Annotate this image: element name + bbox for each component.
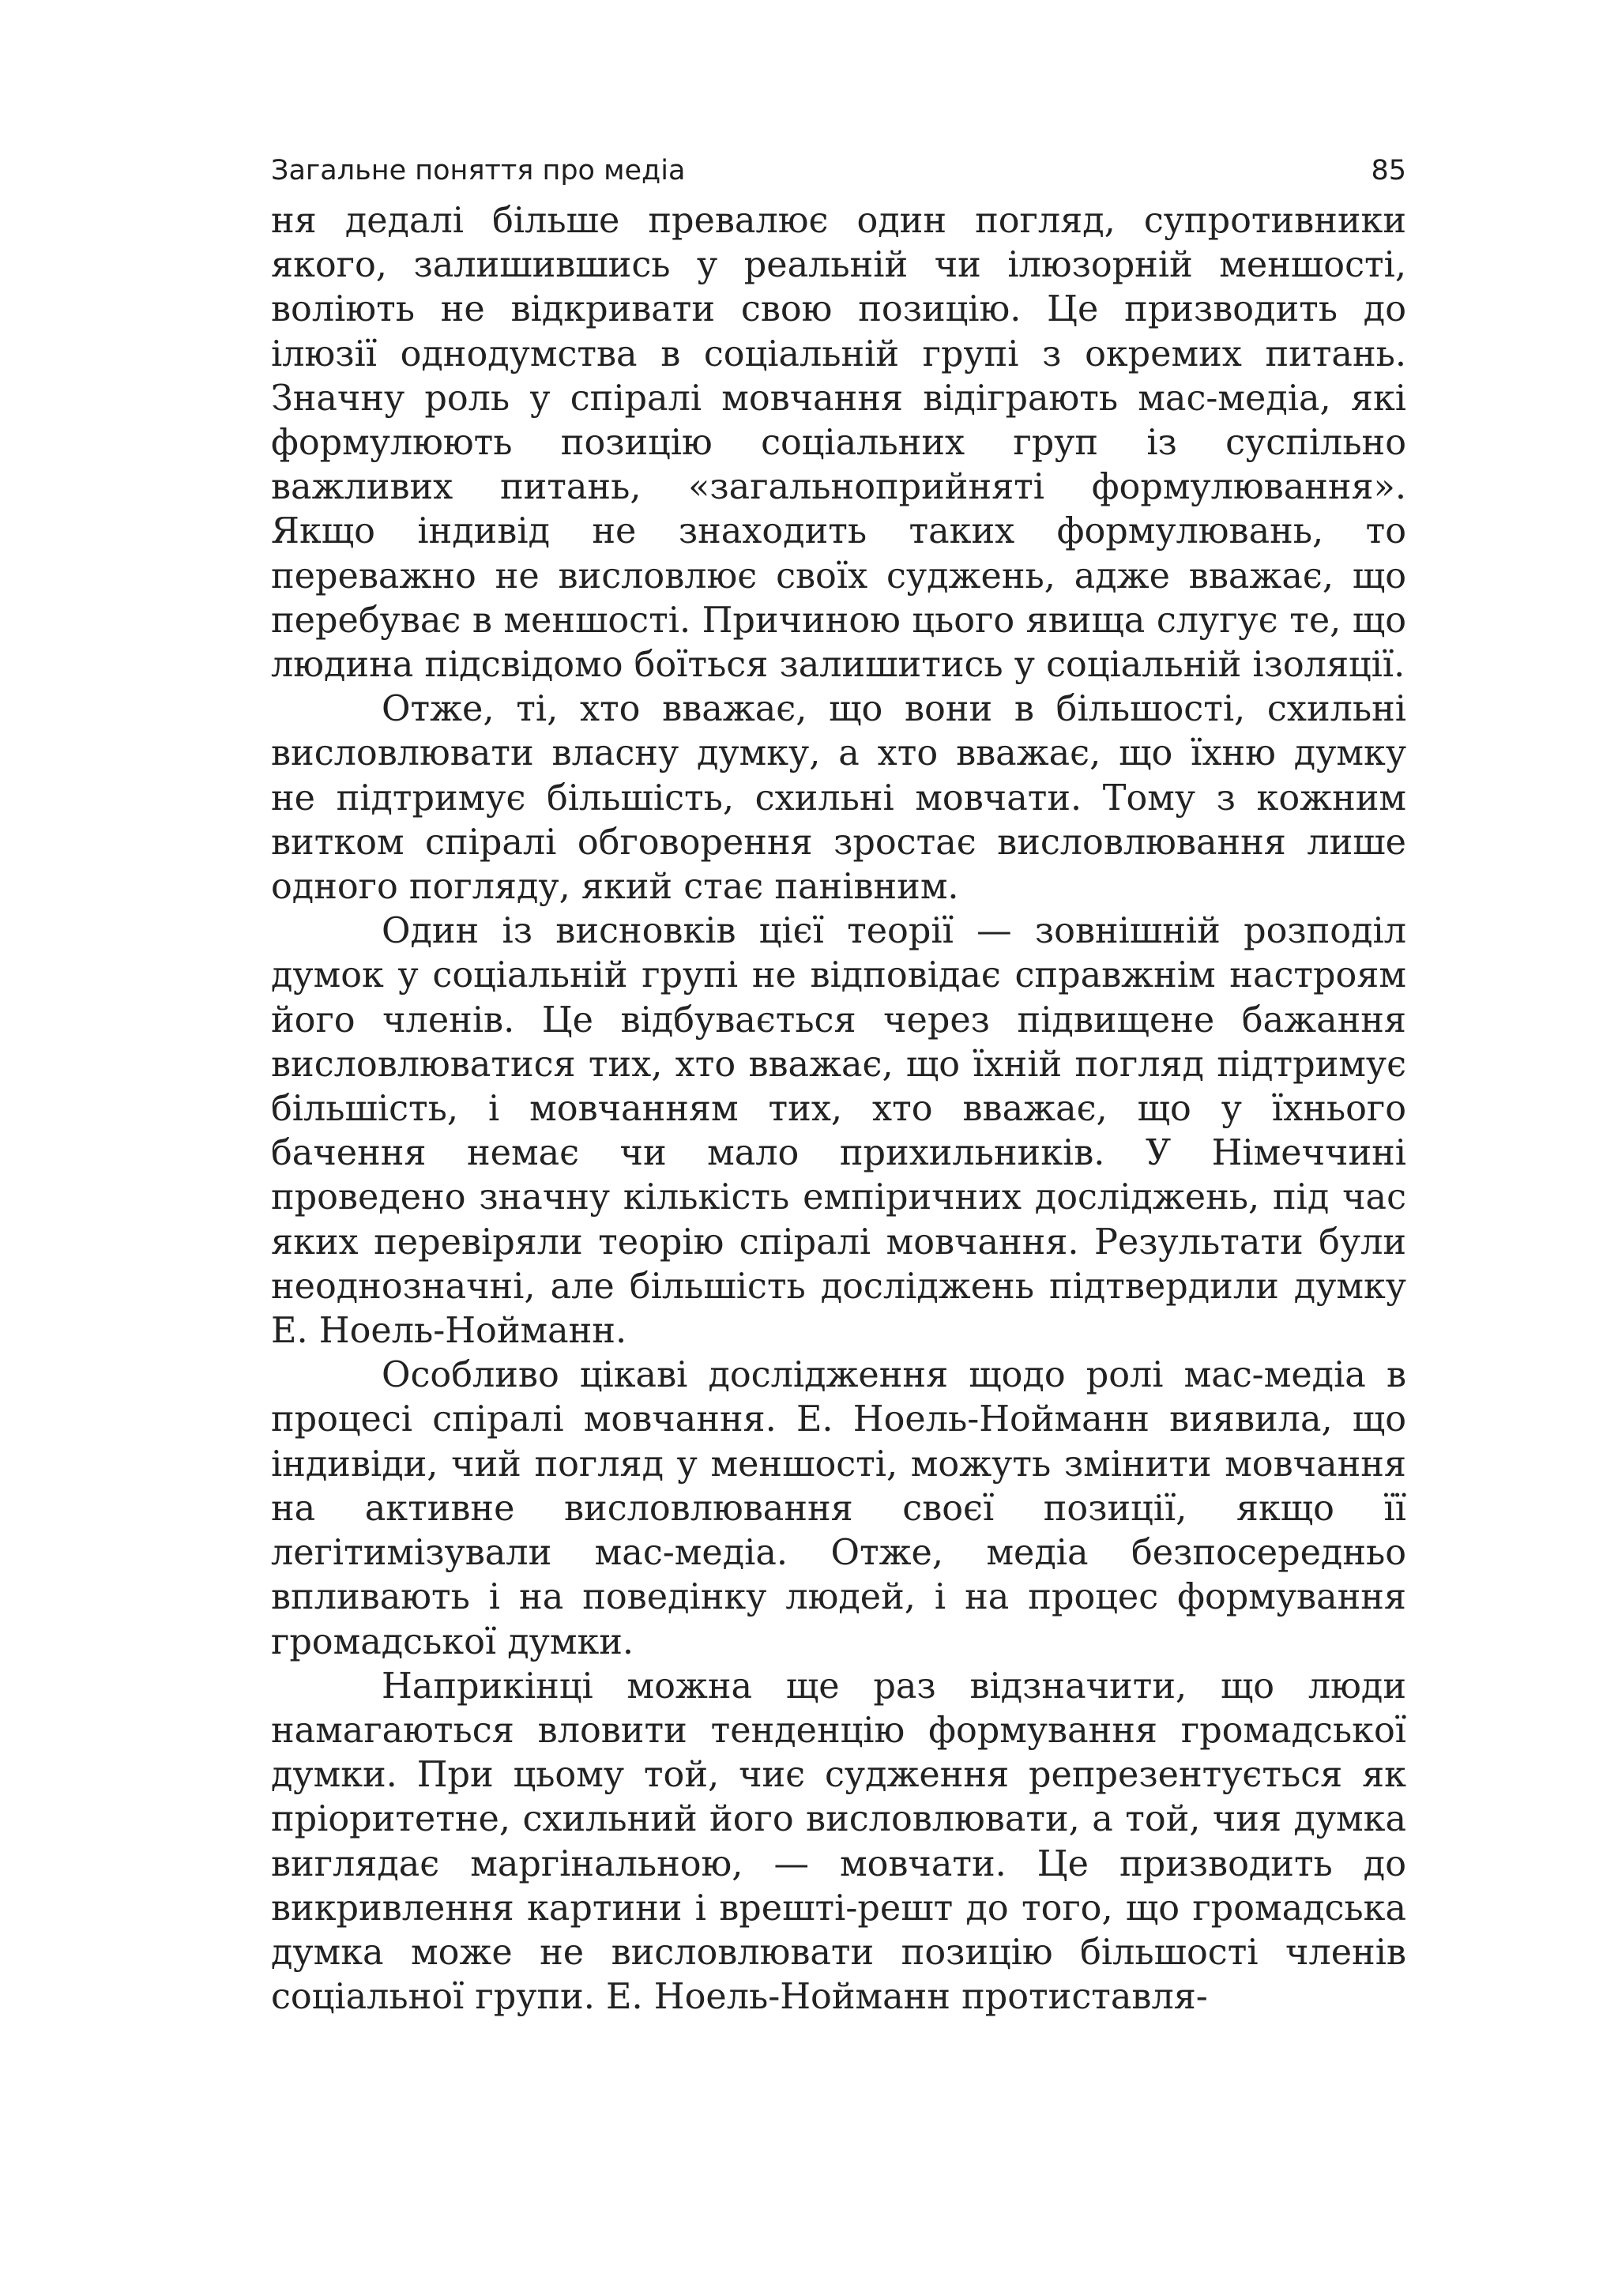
paragraph-5: Наприкінці можна ще раз відзначити, що люди намагаються вловити тенденцію формування громадської думки. При цьому той, чиє судження репрезентується як пріоритетне, схильний його висловлювати, а той, чия думка виглядає маргінальною, — мовчати. Це призводить до викривлення картини і врешті-решт до того, що громадська думка може не висловлювати позицію більшості членів соціальної групи. Е. Ноель-Нойманн протиставля-: [271, 1666, 1406, 2018]
paragraph-1: ня дедалі більше превалює один погляд, супротивники якого, залишившись у реальній чи ілюзорній меншості, воліють не відкривати свою позицію. Це призводить до ілюзії однодумства в соціальній групі з окремих питань. Значну роль у спіралі мовчання відіграють мас-медіа, які формулюють позицію соціальних груп із суспільно важливих питань, «загальноприйняті формулювання». Якщо індивід не знаходить таких формулювань, то переважно не висловлює своїх суджень, адже вважає, що перебуває в меншості. Причиною цього явища слугує те, що людина підсвідомо боїться залишитись у соціальній ізоляції.: [271, 201, 1406, 686]
chapter-title: Загальне поняття про медіа: [271, 155, 686, 186]
paragraph-4: Особливо цікаві дослідження щодо ролі мас-медіа в процесі спіралі мовчання. Е. Ноель-Нойманн виявила, що індивіди, чий погляд у меншості, можуть змінити мовчання на активне висловлювання своєї позиції, якщо її легітимізували мас-медіа. Отже, медіа безпосередньо впливають і на поведінку людей, і на процес формування громадської думки.: [271, 1355, 1406, 1662]
page-number: 85: [1371, 155, 1406, 186]
book-page: [271, 150, 1406, 2019]
paragraph-3: Один із висновків цієї теорії — зовнішній розподіл думок у соціальній групі не відповідає справжнім настроям його членів. Це відбувається через підвищене бажання висловлюватися тих, хто вважає, що їхній погляд підтримує більшість, і мовчанням тих, хто вважає, що у їхнього бачення немає чи мало прихильників. У Німеччині проведено значну кількість емпіричних досліджень, під час яких перевіряли теорію спіралі мовчання. Результати були неоднозначні, але більшість досліджень підтвердили думку Е. Ноель-Нойманн.: [271, 911, 1406, 1352]
body-text: [271, 199, 1406, 2019]
paragraph-2: Отже, ті, хто вважає, що вони в більшості, схильні висловлювати власну думку, а хто вважає, що їхню думку не підтримує більшість, схильні мовчати. Тому з кожним витком спіралі обговорення зростає висловлювання лише одного погляду, який стає панівним.: [271, 689, 1406, 908]
running-header: [271, 150, 1406, 191]
